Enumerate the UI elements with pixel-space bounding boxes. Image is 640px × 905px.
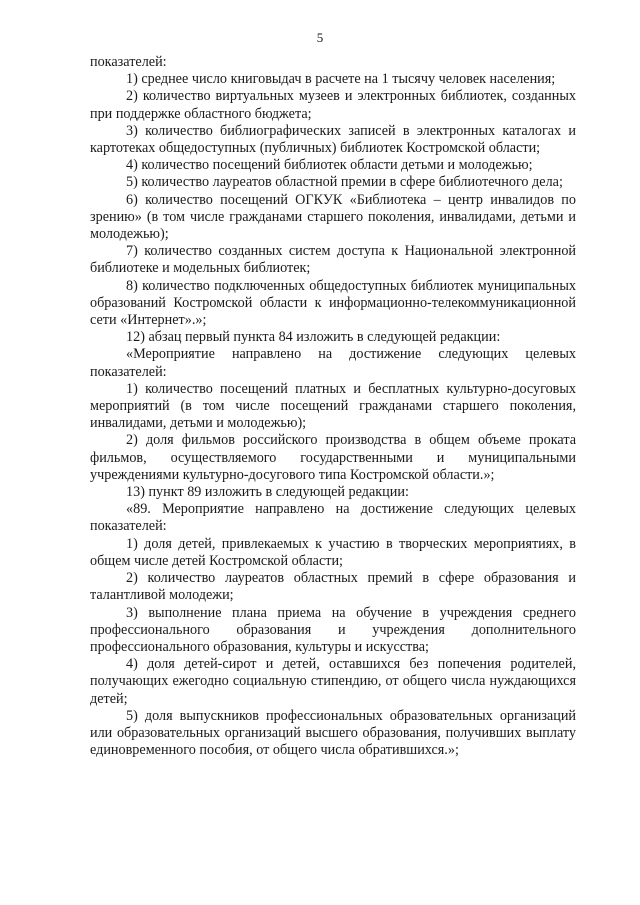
paragraph: 7) количество созданных систем доступа к Национальной электронной библиотеке и модельных библиотек;	[90, 243, 576, 277]
paragraph: 5) доля выпускников профессиональных образовательных организаций или образовательных организаций высшего образования, получивших выплату единовременного пособия, от общего числа обратившихся.»;	[90, 707, 576, 759]
paragraph: 3) выполнение плана приема на обучение в учреждения среднего профессионального образования и учреждения дополнительного профессионального образования, культуры и искусства;	[90, 604, 576, 655]
page-number: 5	[316, 30, 324, 45]
paragraph: 1) среднее число книговыдач в расчете на 1 тысячу человек населения;	[126, 71, 556, 88]
paragraph: 2) количество виртуальных музеев и электронных библиотек, созданных при поддержке областного бюджета;	[90, 88, 576, 122]
paragraph: 1) количество посещений платных и бесплатных культурно-досуговых мероприятий (в том числе посещений гражданами старшего поколения, инвалидами, детьми и молодежью);	[90, 380, 576, 432]
document-body	[90, 54, 576, 759]
paragraph: «Мероприятие направлено на достижение следующих целевых показателей:	[90, 346, 576, 380]
paragraph: 12) абзац первый пункта 84 изложить в следующей редакции:	[126, 329, 501, 346]
paragraph: 3) количество библиографических записей в электронных каталогах и картотеках общедоступных (публичных) библиотек Костромской области;	[90, 122, 576, 157]
paragraph: 4) количество посещений библиотек области детьми и молодежью;	[126, 157, 533, 174]
paragraph: 4) доля детей-сирот и детей, оставшихся без попечения родителей, получающих ежегодно социальную стипендию, от общего числа нуждающихся детей;	[90, 656, 576, 707]
paragraph: 2) количество лауреатов областных премий в сфере образования и талантливой молодежи;	[90, 570, 576, 604]
paragraph: показателей:	[90, 54, 167, 70]
paragraph: 6) количество посещений ОГКУК «Библиотека – центр инвалидов по зрению» (в том числе гражданами старшего поколения, инвалидами, детьми и молодежью);	[90, 191, 576, 243]
paragraph: 8) количество подключенных общедоступных библиотек муниципальных образований Костромской области к информационно-телекоммуникационной сети «Интернет».»;	[90, 277, 576, 329]
paragraph: «89. Мероприятие направлено на достижение следующих целевых показателей:	[90, 501, 576, 535]
paragraph: 1) доля детей, привлекаемых к участию в творческих мероприятиях, в общем числе детей Костромской области;	[90, 535, 576, 569]
paragraph: 5) количество лауреатов областной премии в сфере библиотечного дела;	[126, 174, 563, 191]
paragraph: 13) пункт 89 изложить в следующей редакции:	[126, 484, 409, 501]
paragraph: 2) доля фильмов российского производства в общем объеме проката фильмов, осуществляемого государственными и муниципальными учреждениями культурно-досугового типа Костромской области.»;	[90, 432, 576, 483]
